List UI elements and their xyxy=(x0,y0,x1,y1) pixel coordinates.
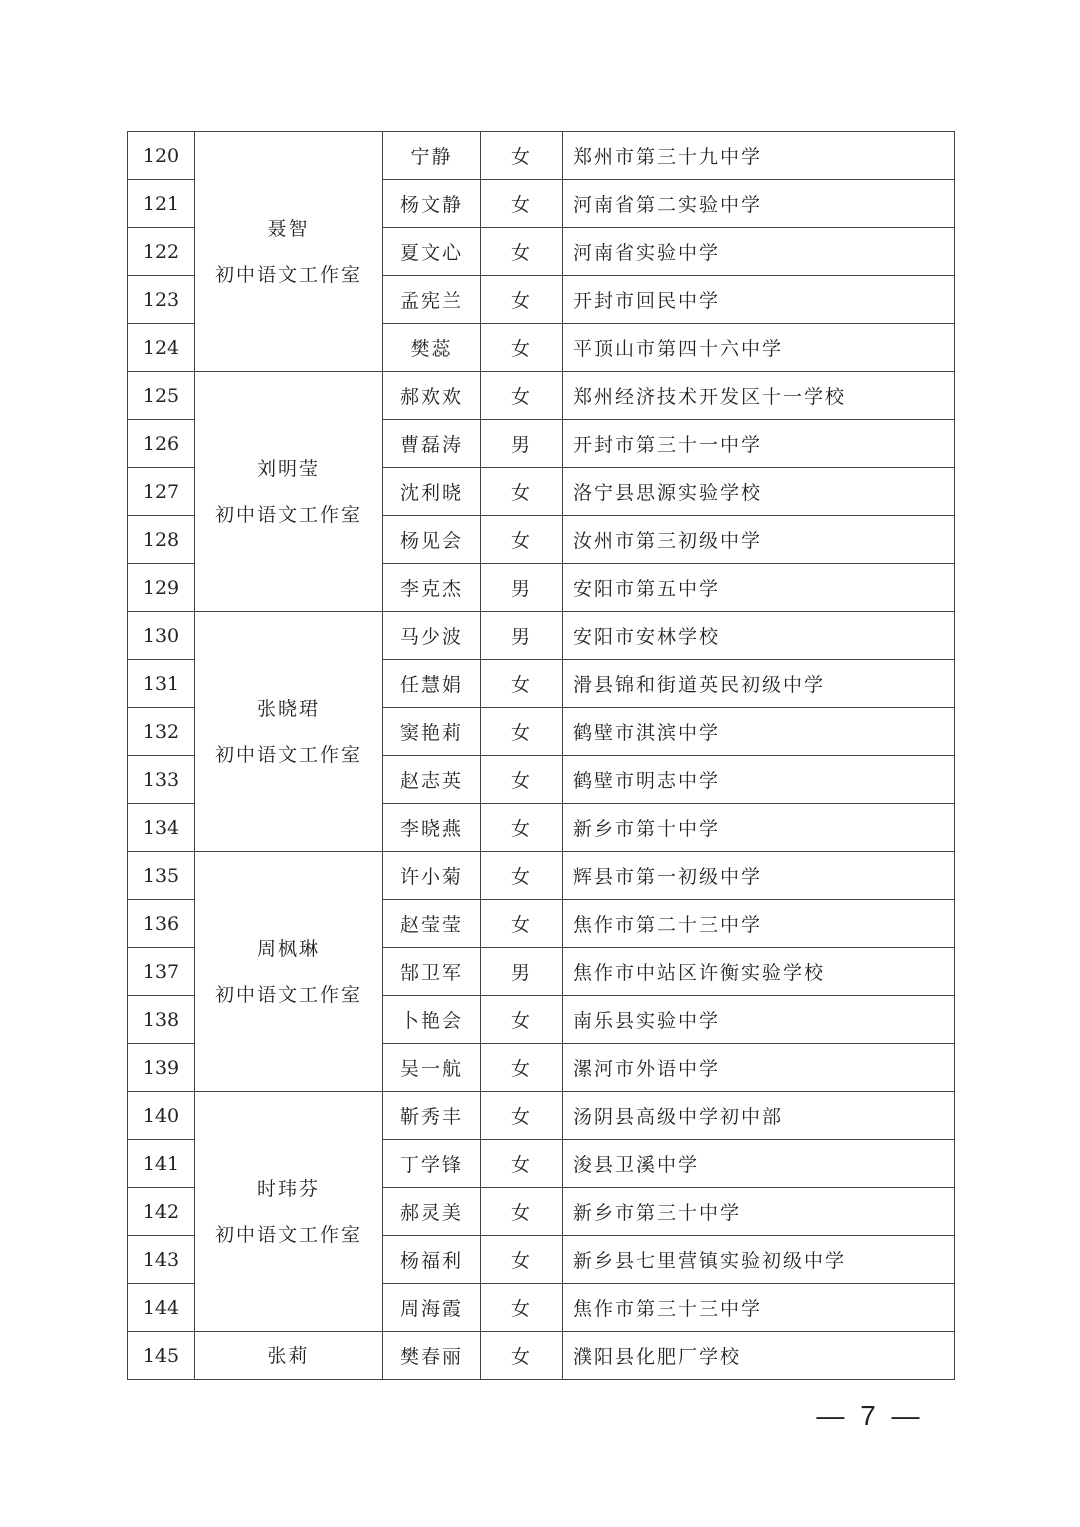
row-number-cell: 143 xyxy=(128,1236,195,1284)
studio-leader: 聂智 xyxy=(267,217,310,240)
school-cell: 鹤壁市明志中学 xyxy=(563,756,955,804)
school-cell: 辉县市第一初级中学 xyxy=(563,852,955,900)
member-name-cell: 马少波 xyxy=(383,612,481,660)
row-number-cell: 134 xyxy=(128,804,195,852)
row-number-cell: 133 xyxy=(128,756,195,804)
member-name-cell: 赵志英 xyxy=(383,756,481,804)
school-cell: 新乡市第十中学 xyxy=(563,804,955,852)
school-cell: 南乐县实验中学 xyxy=(563,996,955,1044)
gender-cell: 男 xyxy=(481,564,563,612)
gender-cell: 男 xyxy=(481,948,563,996)
roster-body xyxy=(128,132,955,1380)
row-number-cell: 124 xyxy=(128,324,195,372)
member-name-cell: 郝欢欢 xyxy=(383,372,481,420)
member-name-cell: 靳秀丰 xyxy=(383,1092,481,1140)
row-number-cell: 129 xyxy=(128,564,195,612)
row-number-cell: 135 xyxy=(128,852,195,900)
row-number-cell: 142 xyxy=(128,1188,195,1236)
member-name-cell: 夏文心 xyxy=(383,228,481,276)
row-number-cell: 127 xyxy=(128,468,195,516)
table-row xyxy=(128,1092,955,1140)
member-name-cell: 周海霞 xyxy=(383,1284,481,1332)
school-cell: 焦作市第二十三中学 xyxy=(563,900,955,948)
school-cell: 安阳市安林学校 xyxy=(563,612,955,660)
member-name-cell: 窦艳莉 xyxy=(383,708,481,756)
gender-cell: 男 xyxy=(481,420,563,468)
row-number-cell: 122 xyxy=(128,228,195,276)
gender-cell: 女 xyxy=(481,180,563,228)
studio-cell xyxy=(195,612,383,852)
row-number-cell: 128 xyxy=(128,516,195,564)
studio-label: 初中语文工作室 xyxy=(214,1223,362,1246)
member-name-cell: 樊蕊 xyxy=(383,324,481,372)
studio-leader: 张莉 xyxy=(267,1344,310,1367)
school-cell: 汤阴县高级中学初中部 xyxy=(563,1092,955,1140)
gender-cell: 女 xyxy=(481,1044,563,1092)
gender-cell: 女 xyxy=(481,324,563,372)
school-cell: 河南省实验中学 xyxy=(563,228,955,276)
studio-label: 初中语文工作室 xyxy=(214,503,362,526)
studio-leader: 刘明莹 xyxy=(256,457,320,480)
school-cell: 新乡县七里营镇实验初级中学 xyxy=(563,1236,955,1284)
member-name-cell: 郝灵美 xyxy=(383,1188,481,1236)
row-number-cell: 136 xyxy=(128,900,195,948)
member-name-cell: 任慧娟 xyxy=(383,660,481,708)
gender-cell: 女 xyxy=(481,276,563,324)
row-number-cell: 138 xyxy=(128,996,195,1044)
gender-cell: 女 xyxy=(481,132,563,180)
school-cell: 郑州市第三十九中学 xyxy=(563,132,955,180)
roster-table xyxy=(127,131,955,1380)
row-number-cell: 132 xyxy=(128,708,195,756)
row-number-cell: 145 xyxy=(128,1332,195,1380)
member-name-cell: 吴一航 xyxy=(383,1044,481,1092)
gender-cell: 女 xyxy=(481,708,563,756)
member-name-cell: 樊春丽 xyxy=(383,1332,481,1380)
member-name-cell: 沈利晓 xyxy=(383,468,481,516)
gender-cell: 女 xyxy=(481,1284,563,1332)
school-cell: 开封市第三十一中学 xyxy=(563,420,955,468)
row-number-cell: 121 xyxy=(128,180,195,228)
school-cell: 濮阳县化肥厂学校 xyxy=(563,1332,955,1380)
school-cell: 新乡市第三十中学 xyxy=(563,1188,955,1236)
row-number-cell: 144 xyxy=(128,1284,195,1332)
studio-cell xyxy=(195,852,383,1092)
school-cell: 安阳市第五中学 xyxy=(563,564,955,612)
member-name-cell: 丁学锋 xyxy=(383,1140,481,1188)
gender-cell: 女 xyxy=(481,804,563,852)
school-cell: 开封市回民中学 xyxy=(563,276,955,324)
row-number-cell: 120 xyxy=(128,132,195,180)
studio-leader: 周枫琳 xyxy=(256,937,320,960)
gender-cell: 女 xyxy=(481,468,563,516)
member-name-cell: 卜艳会 xyxy=(383,996,481,1044)
table-row xyxy=(128,132,955,180)
member-name-cell: 曹磊涛 xyxy=(383,420,481,468)
gender-cell: 女 xyxy=(481,1092,563,1140)
member-name-cell: 杨见会 xyxy=(383,516,481,564)
row-number-cell: 137 xyxy=(128,948,195,996)
member-name-cell: 李晓燕 xyxy=(383,804,481,852)
row-number-cell: 130 xyxy=(128,612,195,660)
gender-cell: 男 xyxy=(481,612,563,660)
member-name-cell: 赵莹莹 xyxy=(383,900,481,948)
school-cell: 鹤壁市淇滨中学 xyxy=(563,708,955,756)
member-name-cell: 宁静 xyxy=(383,132,481,180)
school-cell: 滑县锦和街道英民初级中学 xyxy=(563,660,955,708)
gender-cell: 女 xyxy=(481,660,563,708)
gender-cell: 女 xyxy=(481,996,563,1044)
member-name-cell: 许小菊 xyxy=(383,852,481,900)
gender-cell: 女 xyxy=(481,1332,563,1380)
school-cell: 浚县卫溪中学 xyxy=(563,1140,955,1188)
school-cell: 漯河市外语中学 xyxy=(563,1044,955,1092)
school-cell: 洛宁县思源实验学校 xyxy=(563,468,955,516)
row-number-cell: 140 xyxy=(128,1092,195,1140)
row-number-cell: 126 xyxy=(128,420,195,468)
table-row xyxy=(128,612,955,660)
school-cell: 河南省第二实验中学 xyxy=(563,180,955,228)
gender-cell: 女 xyxy=(481,1236,563,1284)
page-number: — 7 — xyxy=(816,1400,924,1431)
gender-cell: 女 xyxy=(481,228,563,276)
member-name-cell: 郜卫军 xyxy=(383,948,481,996)
school-cell: 平顶山市第四十六中学 xyxy=(563,324,955,372)
row-number-cell: 141 xyxy=(128,1140,195,1188)
gender-cell: 女 xyxy=(481,900,563,948)
member-name-cell: 杨文静 xyxy=(383,180,481,228)
school-cell: 焦作市中站区许衡实验学校 xyxy=(563,948,955,996)
studio-label: 初中语文工作室 xyxy=(214,983,362,1006)
school-cell: 郑州经济技术开发区十一学校 xyxy=(563,372,955,420)
gender-cell: 女 xyxy=(481,516,563,564)
studio-cell xyxy=(195,372,383,612)
gender-cell: 女 xyxy=(481,1188,563,1236)
school-cell: 汝州市第三初级中学 xyxy=(563,516,955,564)
row-number-cell: 139 xyxy=(128,1044,195,1092)
studio-cell xyxy=(195,1092,383,1332)
studio-label: 初中语文工作室 xyxy=(214,743,362,766)
member-name-cell: 李克杰 xyxy=(383,564,481,612)
row-number-cell: 131 xyxy=(128,660,195,708)
studio-cell xyxy=(195,1332,383,1380)
studio-leader: 张晓珺 xyxy=(256,697,320,720)
gender-cell: 女 xyxy=(481,372,563,420)
studio-cell xyxy=(195,132,383,372)
row-number-cell: 123 xyxy=(128,276,195,324)
gender-cell: 女 xyxy=(481,756,563,804)
row-number-cell: 125 xyxy=(128,372,195,420)
gender-cell: 女 xyxy=(481,852,563,900)
table-row xyxy=(128,1332,955,1380)
studio-label: 初中语文工作室 xyxy=(214,263,362,286)
member-name-cell: 孟宪兰 xyxy=(383,276,481,324)
member-name-cell: 杨福利 xyxy=(383,1236,481,1284)
gender-cell: 女 xyxy=(481,1140,563,1188)
table-row xyxy=(128,852,955,900)
studio-leader: 时玮芬 xyxy=(256,1177,320,1200)
school-cell: 焦作市第三十三中学 xyxy=(563,1284,955,1332)
table-row xyxy=(128,372,955,420)
